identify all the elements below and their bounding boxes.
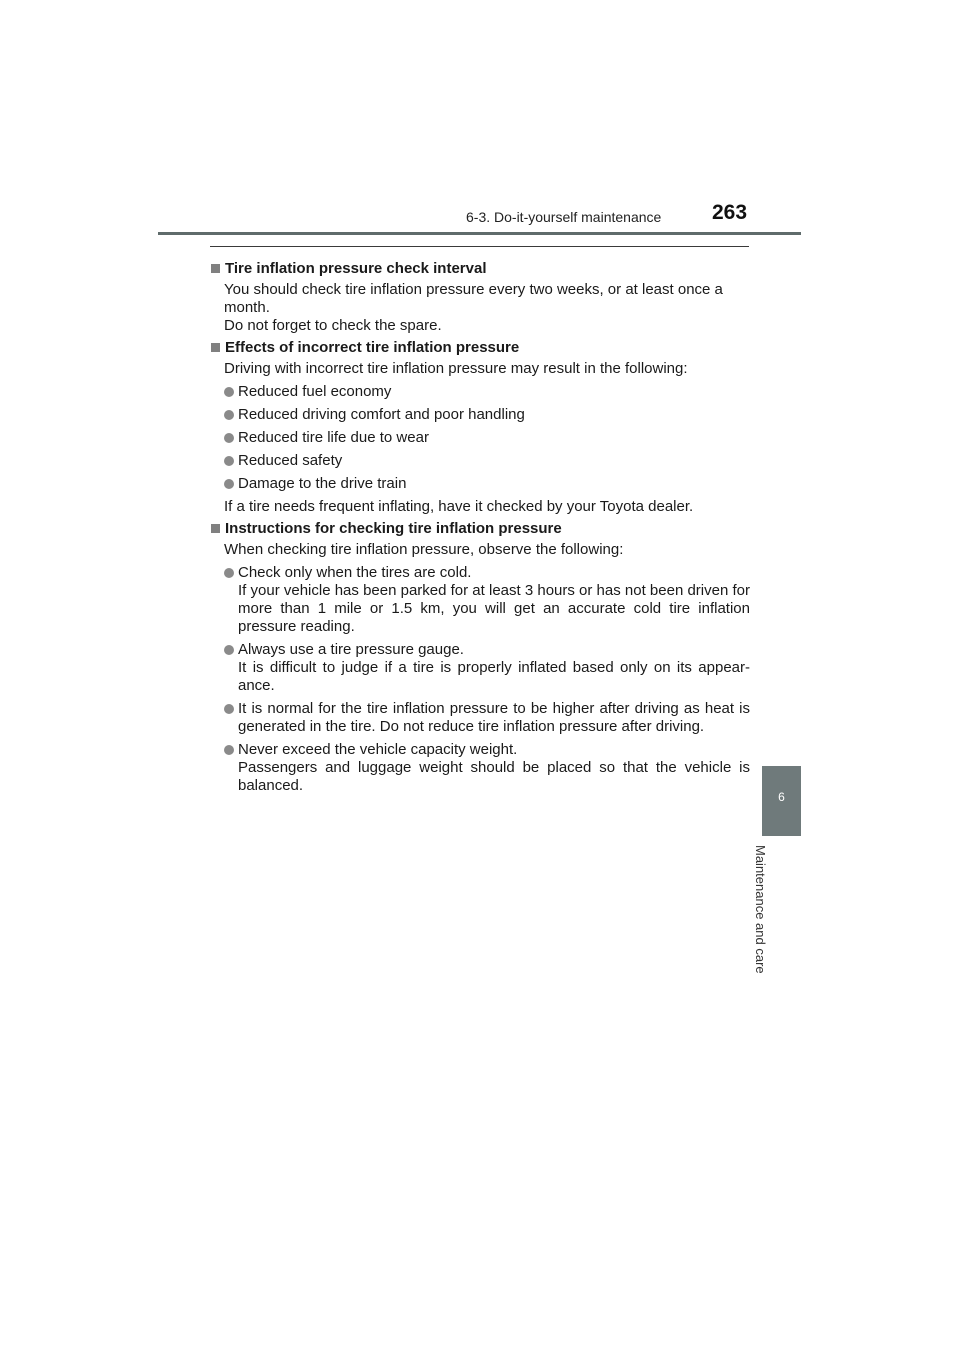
section-heading-text: Effects of incorrect tire inflation pressure: [225, 339, 520, 356]
paragraph: Do not forget to check the spare.: [224, 317, 442, 334]
list-item: [210, 475, 750, 493]
chapter-tab-number: 6: [778, 790, 785, 804]
chapter-tab: [762, 766, 801, 836]
list-item: [210, 406, 750, 424]
list-item-text: Reduced driving comfort and poor handling: [238, 406, 525, 423]
section-heading: [210, 339, 750, 357]
circle-bullet-icon: [224, 410, 234, 420]
list-item: [210, 429, 750, 447]
circle-bullet-icon: [224, 387, 234, 397]
list-item: [210, 641, 750, 695]
circle-bullet-icon: [224, 433, 234, 443]
list-item-detail: If your vehicle has been parked for at least 3 hours or has not been driven for more than 1 mile or 1.5 km, you will get an accurate cold tire inflation pressure reading.: [238, 582, 750, 635]
list-item-detail: It is difficult to judge if a tire is properly inflated based only on its appear- ance.: [238, 659, 750, 694]
section-heading-text: Tire inflation pressure check interval: [225, 260, 487, 277]
circle-bullet-icon: [224, 745, 234, 755]
square-bullet-icon: [211, 343, 220, 352]
circle-bullet-icon: [224, 645, 234, 655]
list-item-title: It is normal for the tire inflation pressure to be higher after driving as heat is generated in the tire. Do not reduce tire inflation pressure after driving.: [238, 700, 750, 735]
main-content: [210, 256, 750, 795]
list-item-detail: Passengers and luggage weight should be placed so that the vehicle is balanced.: [238, 759, 750, 794]
section-heading: [210, 520, 750, 538]
list-item-title: Never exceed the vehicle capacity weight.: [238, 741, 518, 758]
section-outro: If a tire needs frequent inflating, have it checked by your Toyota dealer.: [224, 498, 694, 515]
header-rule: [158, 232, 801, 235]
chapter-tab-label: Maintenance and care: [753, 845, 768, 974]
list-item: [210, 700, 750, 736]
paragraph: You should check tire inflation pressure every two weeks, or at least once a month.: [224, 281, 723, 316]
section-checking-instructions: [210, 520, 750, 795]
chapter-tab-label-wrap: [753, 845, 793, 985]
circle-bullet-icon: [224, 456, 234, 466]
square-bullet-icon: [211, 264, 220, 273]
list-item-title: Check only when the tires are cold.: [238, 564, 472, 581]
section-intro: Driving with incorrect tire inflation pressure may result in the following:: [224, 360, 688, 377]
section-body: [210, 281, 750, 335]
page-number: 263: [712, 201, 748, 224]
circle-bullet-icon: [224, 704, 234, 714]
list-item-text: Damage to the drive train: [238, 475, 407, 492]
list-item: [210, 564, 750, 636]
circle-bullet-icon: [224, 479, 234, 489]
list-item: [210, 452, 750, 470]
circle-bullet-icon: [224, 568, 234, 578]
header-section-title: 6-3. Do-it-yourself maintenance: [466, 209, 662, 225]
list-item-title: Always use a tire pressure gauge.: [238, 641, 464, 658]
section-incorrect-pressure: [210, 339, 750, 516]
list-item: [210, 383, 750, 401]
list-item-text: Reduced safety: [238, 452, 343, 469]
section-intro: When checking tire inflation pressure, observe the following:: [224, 541, 624, 558]
section-check-interval: [210, 260, 750, 335]
list-item-text: Reduced fuel economy: [238, 383, 392, 400]
list-item: [210, 741, 750, 795]
section-heading: [210, 260, 750, 278]
list-item-text: Reduced tire life due to wear: [238, 429, 429, 446]
content-top-rule: [210, 246, 749, 247]
section-heading-text: Instructions for checking tire inflation pressure: [225, 520, 562, 537]
square-bullet-icon: [211, 524, 220, 533]
